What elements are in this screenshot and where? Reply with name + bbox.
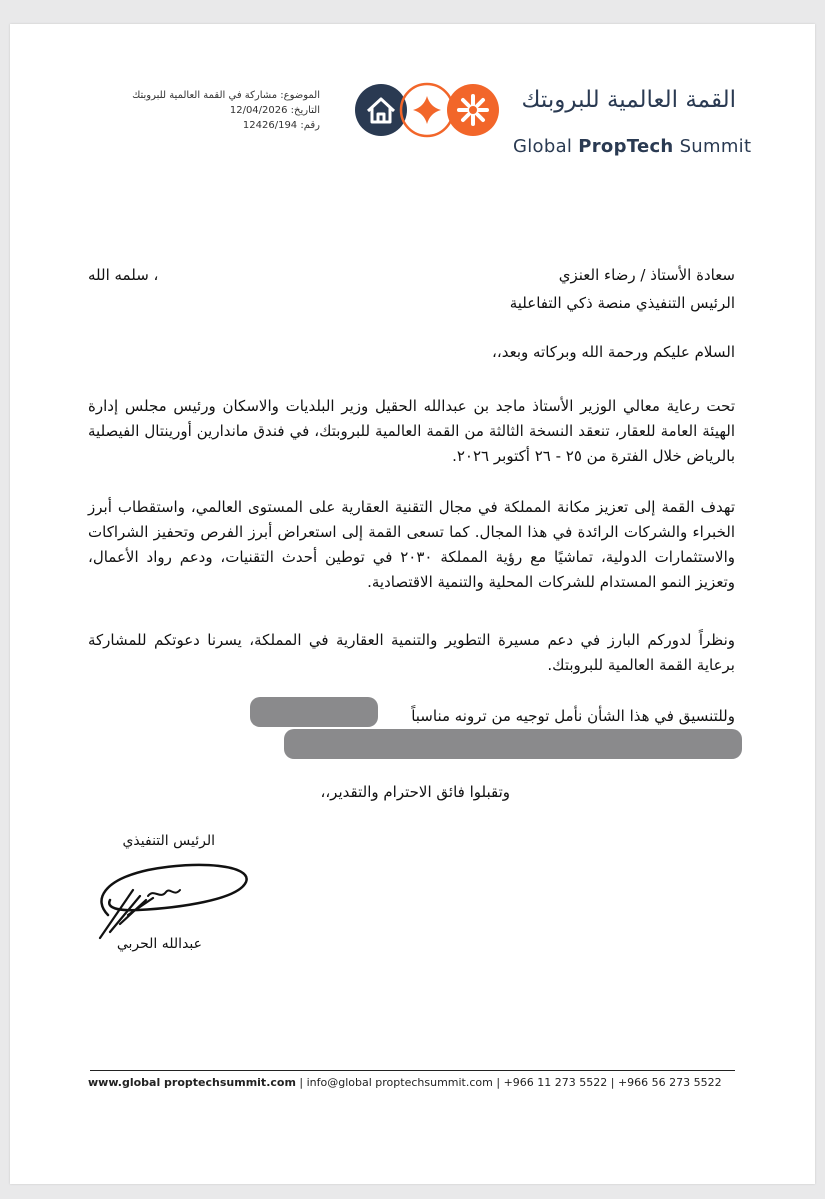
logo-arabic-name: القمة العالمية للبروبتك [521, 87, 736, 113]
signatory-title: الرئيس التنفيذي [122, 833, 215, 849]
paragraph-coordination: وللتنسيق في هذا الشأن نأمل توجيه من ترونه مناسباً [411, 707, 735, 725]
footer-contact-details: | info@global proptechsummit.com | +966 11 273 5522 | +966 56 273 5522 [295, 1076, 722, 1089]
reference-number: رقم: 12426/194 [242, 120, 320, 131]
redacted-block [250, 697, 378, 727]
recipient-title: الرئيس التنفيذي منصة ذكي التفاعلية [509, 294, 735, 312]
footer-divider [90, 1070, 735, 1071]
date-line: التاريخ: 12/04/2026 [229, 105, 320, 116]
paragraph-sponsorship: تحت رعاية معالي الوزير الأستاذ ماجد بن عبدالله الحقيل وزير البلديات والاسكان ورئيس مجلس إدارة الهيئة العامة للعقار، تنعقد النسخة الثالثة من القمة العالمية للبروبتك، في فندق ماندارين أورينتال الفيصلية بالرياض خلال الفترة من ٢٥ - ٢٦ أكتوبر ٢٠٢٦. [88, 397, 735, 465]
signatory-name: عبدالله الحربي [116, 936, 202, 952]
paragraph-invitation: ونظراً لدوركم البارز في دعم مسيرة التطوير والتنمية العقارية في المملكة، يسرنا دعوتكم للمشاركة برعاية القمة العالمية للبروبتك. [88, 631, 735, 674]
handwritten-signature [88, 860, 253, 945]
summit-logo-icon [352, 81, 502, 139]
footer-contacts [88, 1076, 738, 1089]
paragraph-goals: تهدف القمة إلى تعزيز مكانة المملكة في مجال التقنية العقارية على المستوى العالمي، واستقطاب أبرز الخبراء والشركات الرائدة في هذا المجال. كما تسعى القمة إلى استعراض أبرز الفرص وتحفيز الشراكات والاستثمارات الدولية، تماشيًا مع رؤية المملكة ٢٠٣٠ في توطين أحدث التقنيات، ودعم رواد الأعمال، وتعزيز النمو المستدام للشركات المحلية والتنمية الاقتصادية. [88, 498, 736, 591]
recipient-salutation: ، سلمه الله [88, 266, 159, 284]
logo-english-name: Global PropTech Summit [513, 136, 752, 157]
redacted-block [284, 729, 742, 759]
recipient-name: سعادة الأستاذ / رضاء العنزي [558, 266, 735, 284]
greeting: السلام عليكم ورحمة الله وبركاته وبعد،، [492, 343, 735, 361]
letter-page [10, 24, 815, 1184]
closing-line: وتقبلوا فائق الاحترام والتقدير،، [320, 783, 510, 801]
letter-meta [80, 88, 320, 133]
subject-line: الموضوع: مشاركة في القمة العالمية للبروبتك [132, 90, 320, 101]
footer-website: www.global proptechsummit.com [88, 1076, 296, 1089]
